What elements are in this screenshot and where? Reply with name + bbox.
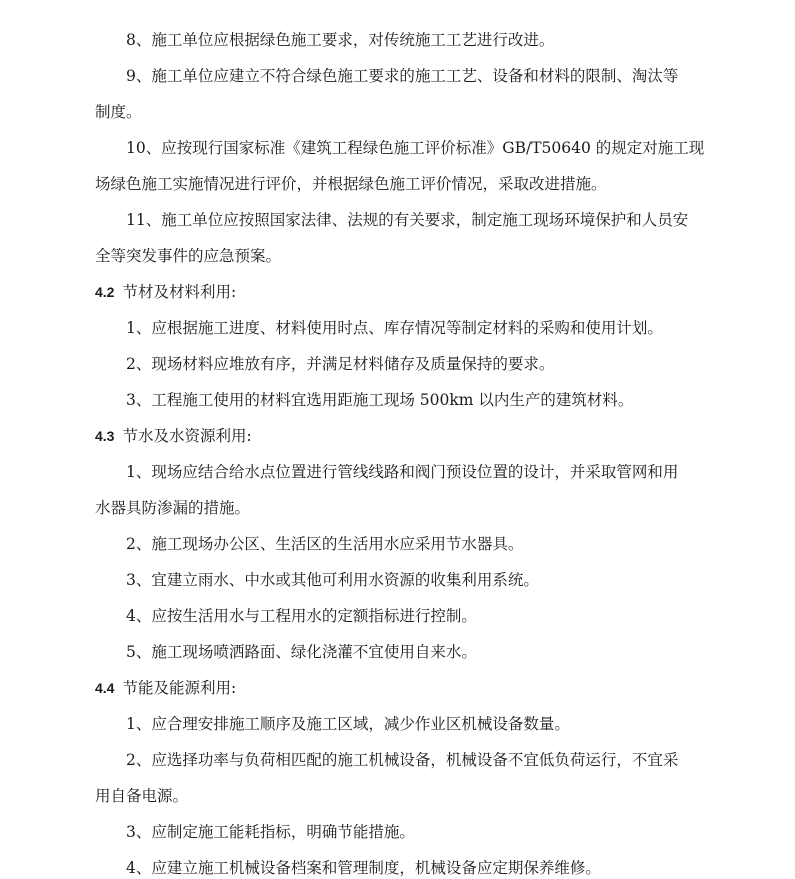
item-11-line-2: 全等突发事件的应急预案。	[95, 247, 282, 265]
s44-item-4: 4、应建立施工机械设备档案和管理制度，机械设备应定期保养维修。	[126, 859, 601, 877]
section-4-4-heading	[95, 678, 236, 698]
section-number: 4.3	[95, 428, 115, 444]
s44-item-1: 1、应合理安排施工顺序及施工区域，减少作业区机械设备数量。	[126, 715, 570, 733]
s43-item-5: 5、施工现场喷洒路面、绿化浇灌不宜使用自来水。	[126, 643, 477, 661]
s43-item-1-line-2: 水器具防渗漏的措施。	[95, 499, 251, 517]
s44-item-3: 3、应制定施工能耗指标，明确节能措施。	[126, 823, 415, 841]
item-10-line-1: 10、应按现行国家标准《建筑工程绿色施工评价标准》GB/T50640 的规定对施工现	[126, 139, 705, 157]
section-title: 节水及水资源利用:	[122, 427, 252, 445]
s43-item-4: 4、应按生活用水与工程用水的定额指标进行控制。	[126, 607, 477, 625]
item-10-line-2: 场绿色施工实施情况进行评价，并根据绿色施工评价情况，采取改进措施。	[95, 175, 607, 193]
item-9-line-2: 制度。	[95, 103, 142, 121]
item-8: 8、施工单位应根据绿色施工要求，对传统施工工艺进行改进。	[126, 31, 555, 49]
s43-item-1-line-1: 1、现场应结合给水点位置进行管线线路和阀门预设位置的设计，并采取管网和用	[126, 463, 679, 481]
s42-item-2: 2、现场材料应堆放有序，并满足材料储存及质量保持的要求。	[126, 355, 555, 373]
section-title: 节材及材料利用:	[122, 283, 237, 301]
s44-item-2-line-2: 用自备电源。	[95, 787, 189, 805]
s43-item-2: 2、施工现场办公区、生活区的生活用水应采用节水器具。	[126, 535, 524, 553]
s42-item-1: 1、应根据施工进度、材料使用时点、库存情况等制定材料的采购和使用计划。	[126, 319, 663, 337]
section-4-2-heading	[95, 282, 236, 302]
section-number: 4.2	[95, 284, 115, 300]
section-number: 4.4	[95, 680, 115, 696]
item-9-line-1: 9、施工单位应建立不符合绿色施工要求的施工工艺、设备和材料的限制、淘汰等	[126, 67, 679, 85]
s43-item-3: 3、宜建立雨水、中水或其他可利用水资源的收集利用系统。	[126, 571, 539, 589]
s42-item-3: 3、工程施工使用的材料宜选用距施工现场 500km 以内生产的建筑材料。	[126, 391, 634, 409]
s44-item-2-line-1: 2、应选择功率与负荷相匹配的施工机械设备，机械设备不宜低负荷运行，不宜采	[126, 751, 679, 769]
item-11-line-1: 11、施工单位应按照国家法律、法规的有关要求，制定施工现场环境保护和人员安	[126, 211, 689, 229]
section-title: 节能及能源利用:	[122, 679, 237, 697]
section-4-3-heading	[95, 426, 252, 446]
